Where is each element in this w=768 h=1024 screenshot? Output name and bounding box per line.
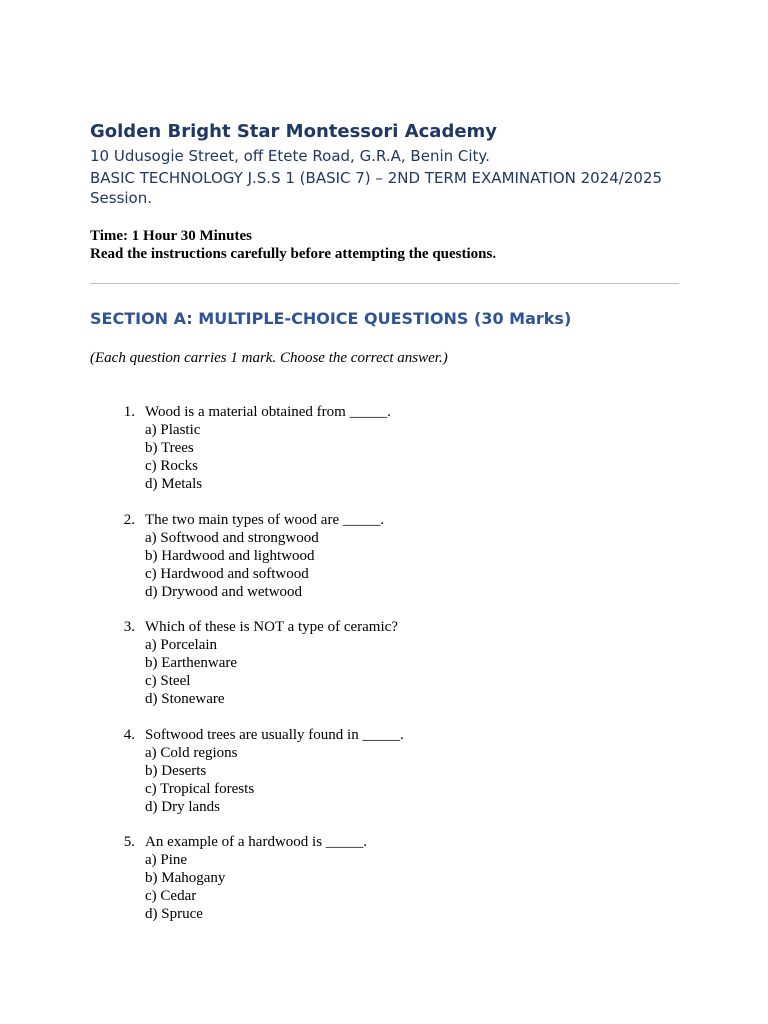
school-address: 10 Udusogie Street, off Etete Road, G.R.A, Benin City. [90,147,490,165]
exam-meta [90,227,679,263]
question-text: Softwood trees are usually found in _____. [145,726,404,743]
question-number: 1. [123,404,135,420]
question-item [90,403,679,493]
question-number: 4. [123,726,135,743]
option-d: d) Metals [145,476,203,492]
option-b: b) Trees [145,440,194,456]
question-item [90,618,679,708]
exam-time: Time: 1 Hour 30 Minutes [90,228,252,244]
option-a: a) Plastic [145,422,201,438]
option-c: c) Cedar [145,888,197,904]
option-b: b) Hardwood and lightwood [145,547,315,564]
exam-instructions: Read the instructions carefully before attempting the questions. [90,246,497,262]
question-item [90,511,679,601]
exam-title: BASIC TECHNOLOGY J.S.S 1 (BASIC 7) – 2ND TERM EXAMINATION 2024/2025 Session. [90,169,663,207]
option-d: d) Dry lands [145,798,220,815]
question-list [90,403,679,923]
option-b: b) Earthenware [145,655,238,671]
option-c: c) Hardwood and softwood [145,565,309,582]
option-c: c) Steel [145,673,191,689]
option-d: d) Drywood and wetwood [145,583,303,600]
question-item [90,833,679,923]
question-text: An example of a hardwood is _____. [145,834,368,850]
exam-document [90,118,679,941]
option-d: d) Stoneware [145,691,225,707]
option-a: a) Porcelain [145,637,218,653]
question-text: Which of these is NOT a type of ceramic? [145,619,398,635]
option-b: b) Deserts [145,762,207,779]
section-title: SECTION A: MULTIPLE-CHOICE QUESTIONS (30 Marks) [90,309,572,328]
question-text: Wood is a material obtained from _____. [145,404,391,420]
question-text: The two main types of wood are _____. [145,511,385,528]
question-number: 3. [123,619,135,635]
option-a: a) Cold regions [145,744,238,761]
option-c: c) Rocks [145,458,198,474]
section-note: (Each question carries 1 mark. Choose the correct answer.) [90,350,448,366]
option-a: a) Softwood and strongwood [145,529,319,546]
divider [90,283,679,284]
option-a: a) Pine [145,852,188,868]
question-item [90,726,679,816]
school-name: Golden Bright Star Montessori Academy [90,121,498,142]
option-c: c) Tropical forests [145,780,255,797]
option-b: b) Mahogany [145,870,226,886]
option-d: d) Spruce [145,906,203,922]
question-number: 2. [123,511,135,528]
question-number: 5. [123,834,135,850]
